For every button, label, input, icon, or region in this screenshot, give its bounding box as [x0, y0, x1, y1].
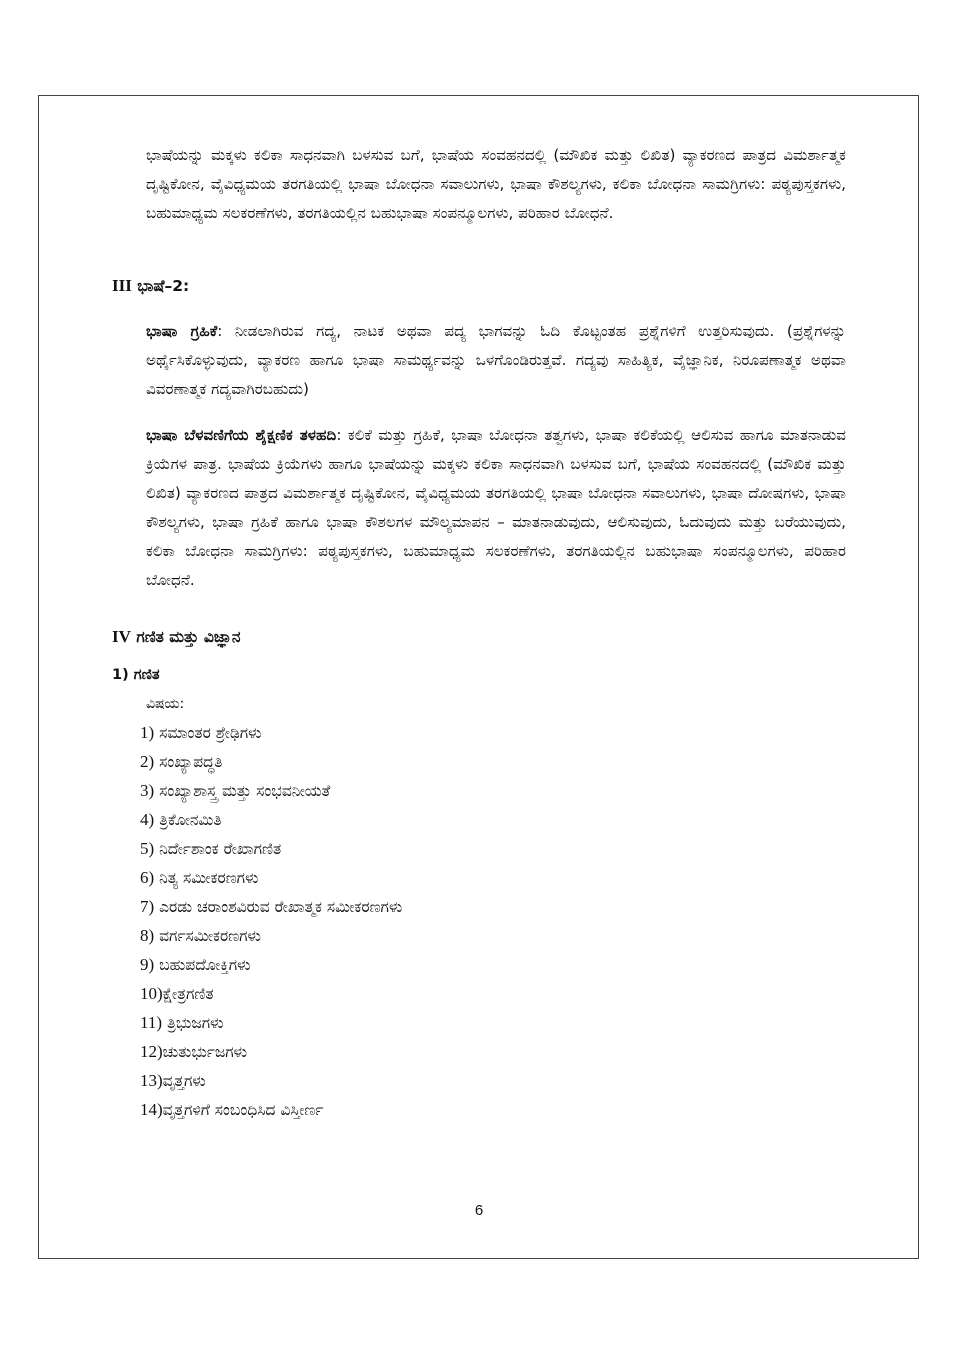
subsection-heading-math — [112, 667, 160, 683]
list-item: 8) ವರ್ಗಸಮೀಕರಣಗಳು — [140, 926, 261, 945]
comprehension-text: : ನೀಡಲಾಗಿರುವ ಗದ್ಯ, ನಾಟಕ ಅಥವಾ ಪದ್ಯ ಭಾಗವನ್ನು ಓದಿ ಕೊಟ್ಟಂತಹ ಪ್ರಶ್ನೆಗಳಿಗೆ ಉತ್ತರಿಸುವುದು. (ಪ್ರಶ್ನೆಗಳನ್ನು ಅರ್ಥೈಸಿಕೊಳ್ಳುವುದು, ವ್ಯಾಕರಣ ಹಾಗೂ ಭಾಷಾ ಸಾಮರ್ಥ್ಯವನ್ನು ಒಳಗೊಂಡಿರುತ್ತವೆ. ಗದ್ಯವು ಸಾಹಿತ್ಯಿಕ, ವೈಜ್ಞಾನಿಕ, ನಿರೂಪಣಾತ್ಮಕ ಅಥವಾ ವಿವರಣಾತ್ಮಕ ಗದ್ಯವಾಗಿರಬಹುದು) — [146, 322, 846, 398]
section-title: ಗಣಿತ ಮತ್ತು ವಿಜ್ಞಾನ — [136, 628, 241, 646]
list-item: 7) ಎರಡು ಚರಾಂಶವಿರುವ ರೇಖಾತ್ಮಕ ಸಮೀಕರಣಗಳು — [140, 897, 403, 916]
paragraph-pedagogy — [146, 421, 846, 595]
list-item: 5) ನಿರ್ದೇಶಾಂಕ ರೇಖಾಗಣಿತ — [140, 839, 282, 858]
list-item: 6) ನಿತ್ಯ ಸಮೀಕರಣಗಳು — [140, 868, 259, 887]
section-number: III — [112, 276, 132, 295]
list-item: 1) ಸಮಾಂತರ ಶ್ರೇಢಿಗಳು — [140, 723, 262, 742]
subsection-number: 1) — [112, 667, 129, 683]
list-item: 3) ಸಂಖ್ಯಾಶಾಸ್ತ್ರ ಮತ್ತು ಸಂಭವನೀಯತೆ — [140, 781, 331, 800]
page-number: 6 — [474, 1202, 484, 1219]
section-title: ಭಾಷೆ–2: — [137, 277, 190, 295]
pedagogy-label: ಭಾಷಾ ಬೆಳವಣಿಗೆಯ ಶೈಕ್ಷಣಿಕ ತಳಹದಿ — [146, 426, 337, 444]
paragraph-language-comprehension — [146, 317, 846, 404]
topic-list — [140, 718, 402, 1124]
comprehension-label: ಭಾಷಾ ಗ್ರಹಿಕೆ — [146, 322, 218, 340]
section-number: IV — [112, 627, 131, 646]
subsection-title: ಗಣಿತ — [133, 667, 160, 683]
subject-label: ವಿಷಯ: — [146, 696, 185, 712]
list-item: 11) ತ್ರಿಭುಜಗಳು — [140, 1013, 224, 1032]
list-item: 10)ಕ್ಷೇತ್ರಗಣಿತ — [140, 984, 214, 1003]
section-heading-language-2 — [112, 276, 189, 296]
list-item: 9) ಬಹುಪದೋಕ್ತಿಗಳು — [140, 955, 251, 974]
pedagogy-text: : ಕಲಿಕೆ ಮತ್ತು ಗ್ರಹಿಕೆ, ಭಾಷಾ ಬೋಧನಾ ತತ್ವಗಳು, ಭಾಷಾ ಕಲಿಕೆಯಲ್ಲಿ ಆಲಿಸುವ ಹಾಗೂ ಮಾತನಾಡುವ ಕ್ರಿಯೆಗಳ ಪಾತ್ರ. ಭಾಷೆಯ ಕ್ರಿಯೆಗಳು ಹಾಗೂ ಭಾಷೆಯನ್ನು ಮಕ್ಕಳು ಕಲಿಕಾ ಸಾಧನವಾಗಿ ಬಳಸುವ ಬಗೆ, ಭಾಷೆಯ ಸಂವಹನದಲ್ಲಿ (ಮೌಖಿಕ ಮತ್ತು ಲಿಖಿತ) ವ್ಯಾಕರಣದ ಪಾತ್ರದ ವಿಮರ್ಶಾತ್ಮಕ ದೃಷ್ಟಿಕೋನ, ವೈವಿಧ್ಯಮಯ ತರಗತಿಯಲ್ಲಿ ಭಾಷಾ ಬೋಧನಾ ಸವಾಲುಗಳು, ಭಾಷಾ ದೋಷಗಳು, ಭಾಷಾ ಕೌಶಲ್ಯಗಳು, ಭಾಷಾ ಗ್ರಹಿಕೆ ಹಾಗೂ ಭಾಷಾ ಕೌಶಲಗಳ ಮೌಲ್ಯಮಾಪನ – ಮಾತನಾಡುವುದು, ಆಲಿಸುವುದು, ಓದುವುದು ಮತ್ತು ಬರೆಯುವುದು, ಕಲಿಕಾ ಬೋಧನಾ ಸಾಮಗ್ರಿಗಳು: ಪಠ್ಯಪುಸ್ತಕಗಳು, ಬಹುಮಾಧ್ಯಮ ಸಲಕರಣೆಗಳು, ತರಗತಿಯಲ್ಲಿನ ಬಹುಭಾಷಾ ಸಂಪನ್ಮೂಲಗಳು, ಪರಿಹಾರ ಬೋಧನೆ. — [146, 426, 846, 589]
paragraph-language-usage: ಭಾಷೆಯನ್ನು ಮಕ್ಕಳು ಕಲಿಕಾ ಸಾಧನವಾಗಿ ಬಳಸುವ ಬಗೆ, ಭಾಷೆಯ ಸಂವಹನದಲ್ಲಿ (ಮೌಖಿಕ ಮತ್ತು ಲಿಖಿತ) ವ್ಯಾಕರಣದ ಪಾತ್ರದ ವಿಮರ್ಶಾತ್ಮಕ ದೃಷ್ಟಿಕೋನ, ವೈವಿಧ್ಯಮಯ ತರಗತಿಯಲ್ಲಿ ಭಾಷಾ ಬೋಧನಾ ಸವಾಲುಗಳು, ಭಾಷಾ ಕೌಶಲ್ಯಗಳು, ಕಲಿಕಾ ಬೋಧನಾ ಸಾಮಗ್ರಿಗಳು: ಪಠ್ಯಪುಸ್ತಕಗಳು, ಬಹುಮಾಧ್ಯಮ ಸಲಕರಣೆಗಳು, ತರಗತಿಯಲ್ಲಿನ ಬಹುಭಾಷಾ ಸಂಪನ್ಮೂಲಗಳು, ಪರಿಹಾರ ಬೋಧನೆ. — [146, 146, 846, 222]
list-item: 14)ವೃತ್ತಗಳಿಗೆ ಸಂಬಂಧಿಸಿದ ವಿಸ್ತೀರ್ಣ — [140, 1100, 324, 1119]
list-item: 2) ಸಂಖ್ಯಾಪದ್ಧತಿ — [140, 752, 223, 771]
list-item: 12)ಚುತುರ್ಭುಜಗಳು — [140, 1042, 248, 1061]
list-item: 13)ವೃತ್ತಗಳು — [140, 1071, 206, 1090]
list-item: 4) ತ್ರಿಕೋನಮಿತಿ — [140, 810, 222, 829]
section-heading-math-science — [112, 627, 241, 647]
